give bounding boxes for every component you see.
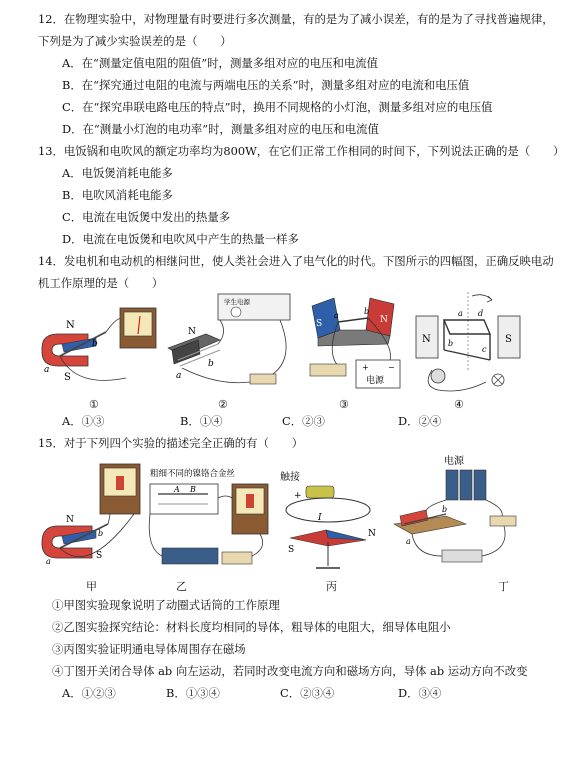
pole-label-s: S: [64, 372, 71, 383]
q14-stem-line1: 14．发电机和电动机的相继问世，使人类社会进入了电气化的时代。下图所示的四幅图，正确反映电动: [38, 254, 554, 268]
power-knob: [231, 307, 241, 317]
battery-cell: [474, 470, 486, 500]
q14-figure-2-label: ②: [218, 398, 228, 411]
q15-choice-b: B．①③④: [166, 686, 220, 700]
q15-statement-4: ④丁图开关闭合导体 ab 向左运动，若同时改变电流方向和磁场方向，导体 ab 运动方向不改变: [52, 664, 528, 678]
q12-option-c: C．在“探究串联电路电压的特点”时，换用不同规格的小灯泡，测量多组对应的电压值: [62, 100, 493, 114]
point-label-b: b: [448, 339, 454, 348]
wire: [486, 500, 502, 516]
point-label-a: a: [334, 311, 339, 320]
battery: [306, 486, 334, 498]
q12-stem-line1: 12．在物理实验中，对物理量有时要进行多次测量，有的是为了减小误差，有的是为了寻找普遍规律，: [38, 12, 554, 26]
power-source-label: 电源: [366, 376, 385, 386]
q15-choice-c: C．②③④: [280, 686, 335, 700]
wire: [482, 526, 505, 556]
q14-figure-4-label: ④: [454, 398, 464, 411]
q14-stem-line2: 机工作原理的是（ ）: [38, 276, 164, 290]
q14-figure-3: [304, 290, 418, 398]
q15-figure-ding: [386, 450, 526, 580]
q12-option-d: D．在“测量小灯泡的电功率”时，测量多组对应的电压和电流值: [62, 122, 379, 136]
q14-choice-b: B．①④: [180, 414, 223, 428]
switch: [222, 552, 252, 564]
battery: [162, 548, 218, 564]
compass-needle-blue: [326, 530, 366, 540]
wire-label-b: B: [190, 485, 196, 494]
q15-figure-jia: [38, 458, 150, 578]
touch-label: 触接: [280, 472, 300, 483]
point-label-d: d: [478, 309, 484, 318]
point-label-a: a: [406, 537, 411, 546]
pole-label-s: S: [96, 551, 103, 561]
q15-figure-ding-label: 丁: [498, 580, 509, 593]
q15-stem: 15．对于下列四个实验的描述完全正确的有（ ）: [38, 436, 304, 450]
q13-option-d: D．电流在电饭煲和电吹风中产生的热量一样多: [62, 232, 299, 246]
wire: [270, 320, 286, 376]
wire: [108, 514, 110, 524]
pole-label-n: N: [380, 315, 388, 325]
q14-choice-c: C．②③: [282, 414, 325, 428]
wire-loop: [286, 498, 370, 522]
plus-sign: +: [362, 363, 369, 372]
current-label: I: [318, 513, 322, 523]
pole-label-n: N: [66, 515, 74, 525]
pole-label-s: S: [316, 319, 323, 329]
brush: [431, 369, 445, 383]
q15-statement-2: ②乙图实验探究结论：材料长度均相同的导体，粗导体的电阻大，细导体电阻小: [52, 620, 451, 634]
q15-figure-yi-label: 乙: [176, 580, 187, 593]
wire: [412, 534, 442, 556]
q12-option-b: B．在“探究通过电阻的电流与两端电压的关系”时，测量多组对应的电流和电压值: [62, 78, 470, 92]
q15-figure-bing-label: 丙: [326, 580, 337, 593]
q14-figure-3-label: ③: [339, 398, 349, 411]
q13-option-c: C．电流在电饭煲中发出的热量多: [62, 210, 231, 224]
rheostat: [442, 550, 482, 562]
q14-figure-2: [158, 290, 300, 398]
q14-figure-1: [36, 298, 164, 398]
wire-label-a: A: [174, 485, 180, 494]
q14-figure-1-label: ①: [89, 398, 99, 411]
q14-choice-a: A．①③: [62, 414, 105, 428]
pole-label-s: S: [505, 334, 512, 345]
battery-cell: [446, 470, 458, 500]
point-label-b: b: [98, 529, 104, 538]
q13-stem: 13．电饭锅和电吹风的额定功率均为800W，在它们正常工作相同的时间下，下列说法正确的是（ ）: [38, 144, 565, 158]
wire: [106, 318, 122, 332]
wire: [149, 514, 162, 556]
point-label-a: a: [458, 309, 463, 318]
pole-label-n: N: [66, 320, 75, 331]
point-label-b: b: [442, 505, 448, 514]
point-label-b: b: [92, 339, 98, 349]
point-label-b: b: [208, 359, 214, 369]
wire-board: [150, 484, 218, 514]
q12-stem-line2: 下列是为了减少实验误差的是（ ）: [38, 34, 232, 48]
point-label-c: c: [482, 345, 487, 354]
q13-option-a: A．电饭煲消耗电能多: [62, 166, 173, 180]
wire-set-title: 粗细不同的镍铬合金丝: [150, 469, 236, 479]
conductor-rod: [338, 318, 368, 322]
power-supply-title: 学生电源: [224, 298, 250, 306]
q15-figure-yi: [148, 458, 274, 578]
plus-sign: +: [294, 491, 302, 501]
pole-label-n: N: [188, 327, 196, 337]
point-label-a: a: [176, 371, 182, 381]
coil-top: [444, 320, 490, 334]
battery-cell: [460, 470, 472, 500]
q13-option-b: B．电吹风消耗电能多: [62, 188, 173, 202]
q15-choice-d: D．③④: [398, 686, 442, 700]
q15-choice-a: A．①②③: [62, 686, 116, 700]
galvanometer-needle-mark: [116, 476, 124, 490]
power-source-label: 电源: [444, 456, 464, 467]
minus-sign: −: [388, 363, 395, 372]
q15-figure-bing: [276, 458, 386, 578]
wire: [218, 496, 232, 498]
pole-label-n: N: [368, 529, 376, 539]
switch: [490, 516, 516, 526]
q15-statement-3: ③丙图实验证明通电导体周围存在磁场: [52, 642, 246, 656]
point-label-a: a: [46, 557, 51, 566]
q14-choice-d: D．②④: [398, 414, 442, 428]
pole-label-s: S: [288, 545, 295, 555]
ammeter-needle-mark: [246, 494, 254, 508]
q15-figure-jia-label: 甲: [86, 580, 97, 593]
switch: [310, 364, 346, 376]
point-label-a: a: [44, 365, 50, 375]
switch: [250, 374, 276, 384]
q15-statement-1: ①甲图实验现象说明了动圈式话筒的工作原理: [52, 598, 280, 612]
q12-option-a: A．在“测量定值电阻的阻值”时，测量多组对应的电压和电流值: [62, 56, 379, 70]
point-label-b: b: [364, 307, 370, 316]
q14-figure-4: [412, 290, 524, 398]
wire: [182, 368, 250, 383]
pole-label-n: N: [422, 334, 431, 345]
wire: [252, 534, 263, 556]
